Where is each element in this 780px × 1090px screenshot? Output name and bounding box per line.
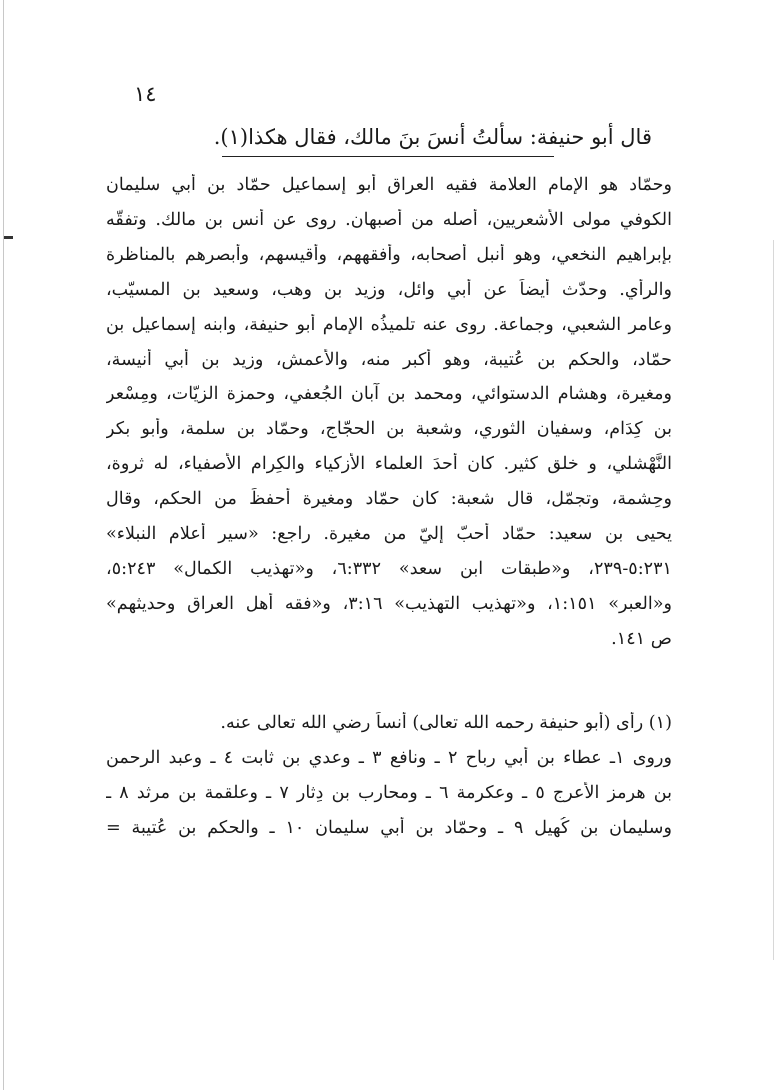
body-line: بإبراهيم النخعي، وهو أنبل أصحابه، وأفقههم، وأقيسهم، وأبصرهم بالمناظرة [106, 244, 672, 265]
body-line: وحِشمة، وتجمّل، قال شعبة: كان حمّاد ومغيرة أحفظَ من الحكم، وقال [106, 489, 672, 510]
body-line: ص ١٤١. [611, 628, 672, 649]
body-line: النَّهْشلي، و خلق كثير. كان أحدَ العلماء الأزكياء والكِرام الأصفياء، له ثروة، [106, 454, 672, 475]
lead-text: قال أبو حنيفة: سألتُ أنسَ بنَ مالك، فقال هكذا(١). [213, 125, 652, 149]
body-line: والرأي. وحدّث أيضاً عن أبي وائل، وزيد بن وهب، وسعيد بن المسيّب، [106, 279, 672, 300]
footnote-line: وسليمان بن كُهيل ٩ ـ وحمّاد بن أبي سليمان ١٠ ـ والحكم بن عُتيبة = [106, 818, 672, 838]
margin-tick-mark [4, 236, 13, 239]
page-number: ١٤ [134, 82, 157, 106]
body-line: ومغيرة، وهشام الدستوائي، ومحمد بن آبان الجُعفي، وحمزة الزيّات، ومِسْعر [106, 384, 672, 405]
body-line: يحيى بن سعيد: حمّاد أحبّ إليّ من مغيرة. راجع: «سير أعلام النبلاء» [106, 524, 672, 544]
footnote-line: بن هرمز الأعرج ٥ ـ وعكرمة ٦ ـ ومحارب بن دِثار ٧ ـ وعلقمة بن مرثد ٨ ـ [106, 783, 672, 803]
body-line: وحمّاد هو الإمام العلامة فقيه العراق أبو إسماعيل حمّاد بن أبي سليمان [106, 175, 672, 195]
body-line: بن كِدَام، وسفيان الثوري، وشعبة بن الحجّاج، وحمّاد بن سلمة، وأبو بكر [106, 419, 672, 440]
body-line: حمّاد، والحكم بن عُتيبة، وهو أكبر منه، والأعمش، وزيد بن أبي أُنيسة، [106, 349, 672, 370]
footnote-line: (١) رأى (أبو حنيفة رحمه الله تعالى) أنساً رضي الله تعالى عنه. [220, 713, 672, 733]
lead-sentence [0, 116, 780, 160]
body-line: ٥:٢٣١-٢٣٩، و«طبقات ابن سعد» ٦:٣٣٢، و«تهذيب الكمال» ٥:٢٤٣، [106, 558, 672, 579]
footnote-line: وروى ١ـ عطاء بن أبي رباح ٢ ـ ونافع ٣ ـ وعدي بن ثابت ٤ ـ وعبد الرحمن [106, 748, 672, 768]
left-scan-edge [3, 0, 4, 1090]
right-scan-edge [773, 240, 774, 960]
lead-underline [222, 156, 554, 157]
body-line: و«العبر» ١:١٥١، و«تهذيب التهذيب» ٣:١٦، و«فقه أهل العراق وحديثهم» [106, 593, 672, 614]
body-line: وعامر الشعبي، وجماعة. روى عنه تلميذُه الإمام أبو حنيفة، وابنه إسماعيل بن [106, 314, 672, 335]
body-line: الكوفي مولى الأشعريين، أصله من أصبهان. روى عن أنس بن مالك. وتفقّه [106, 209, 672, 230]
